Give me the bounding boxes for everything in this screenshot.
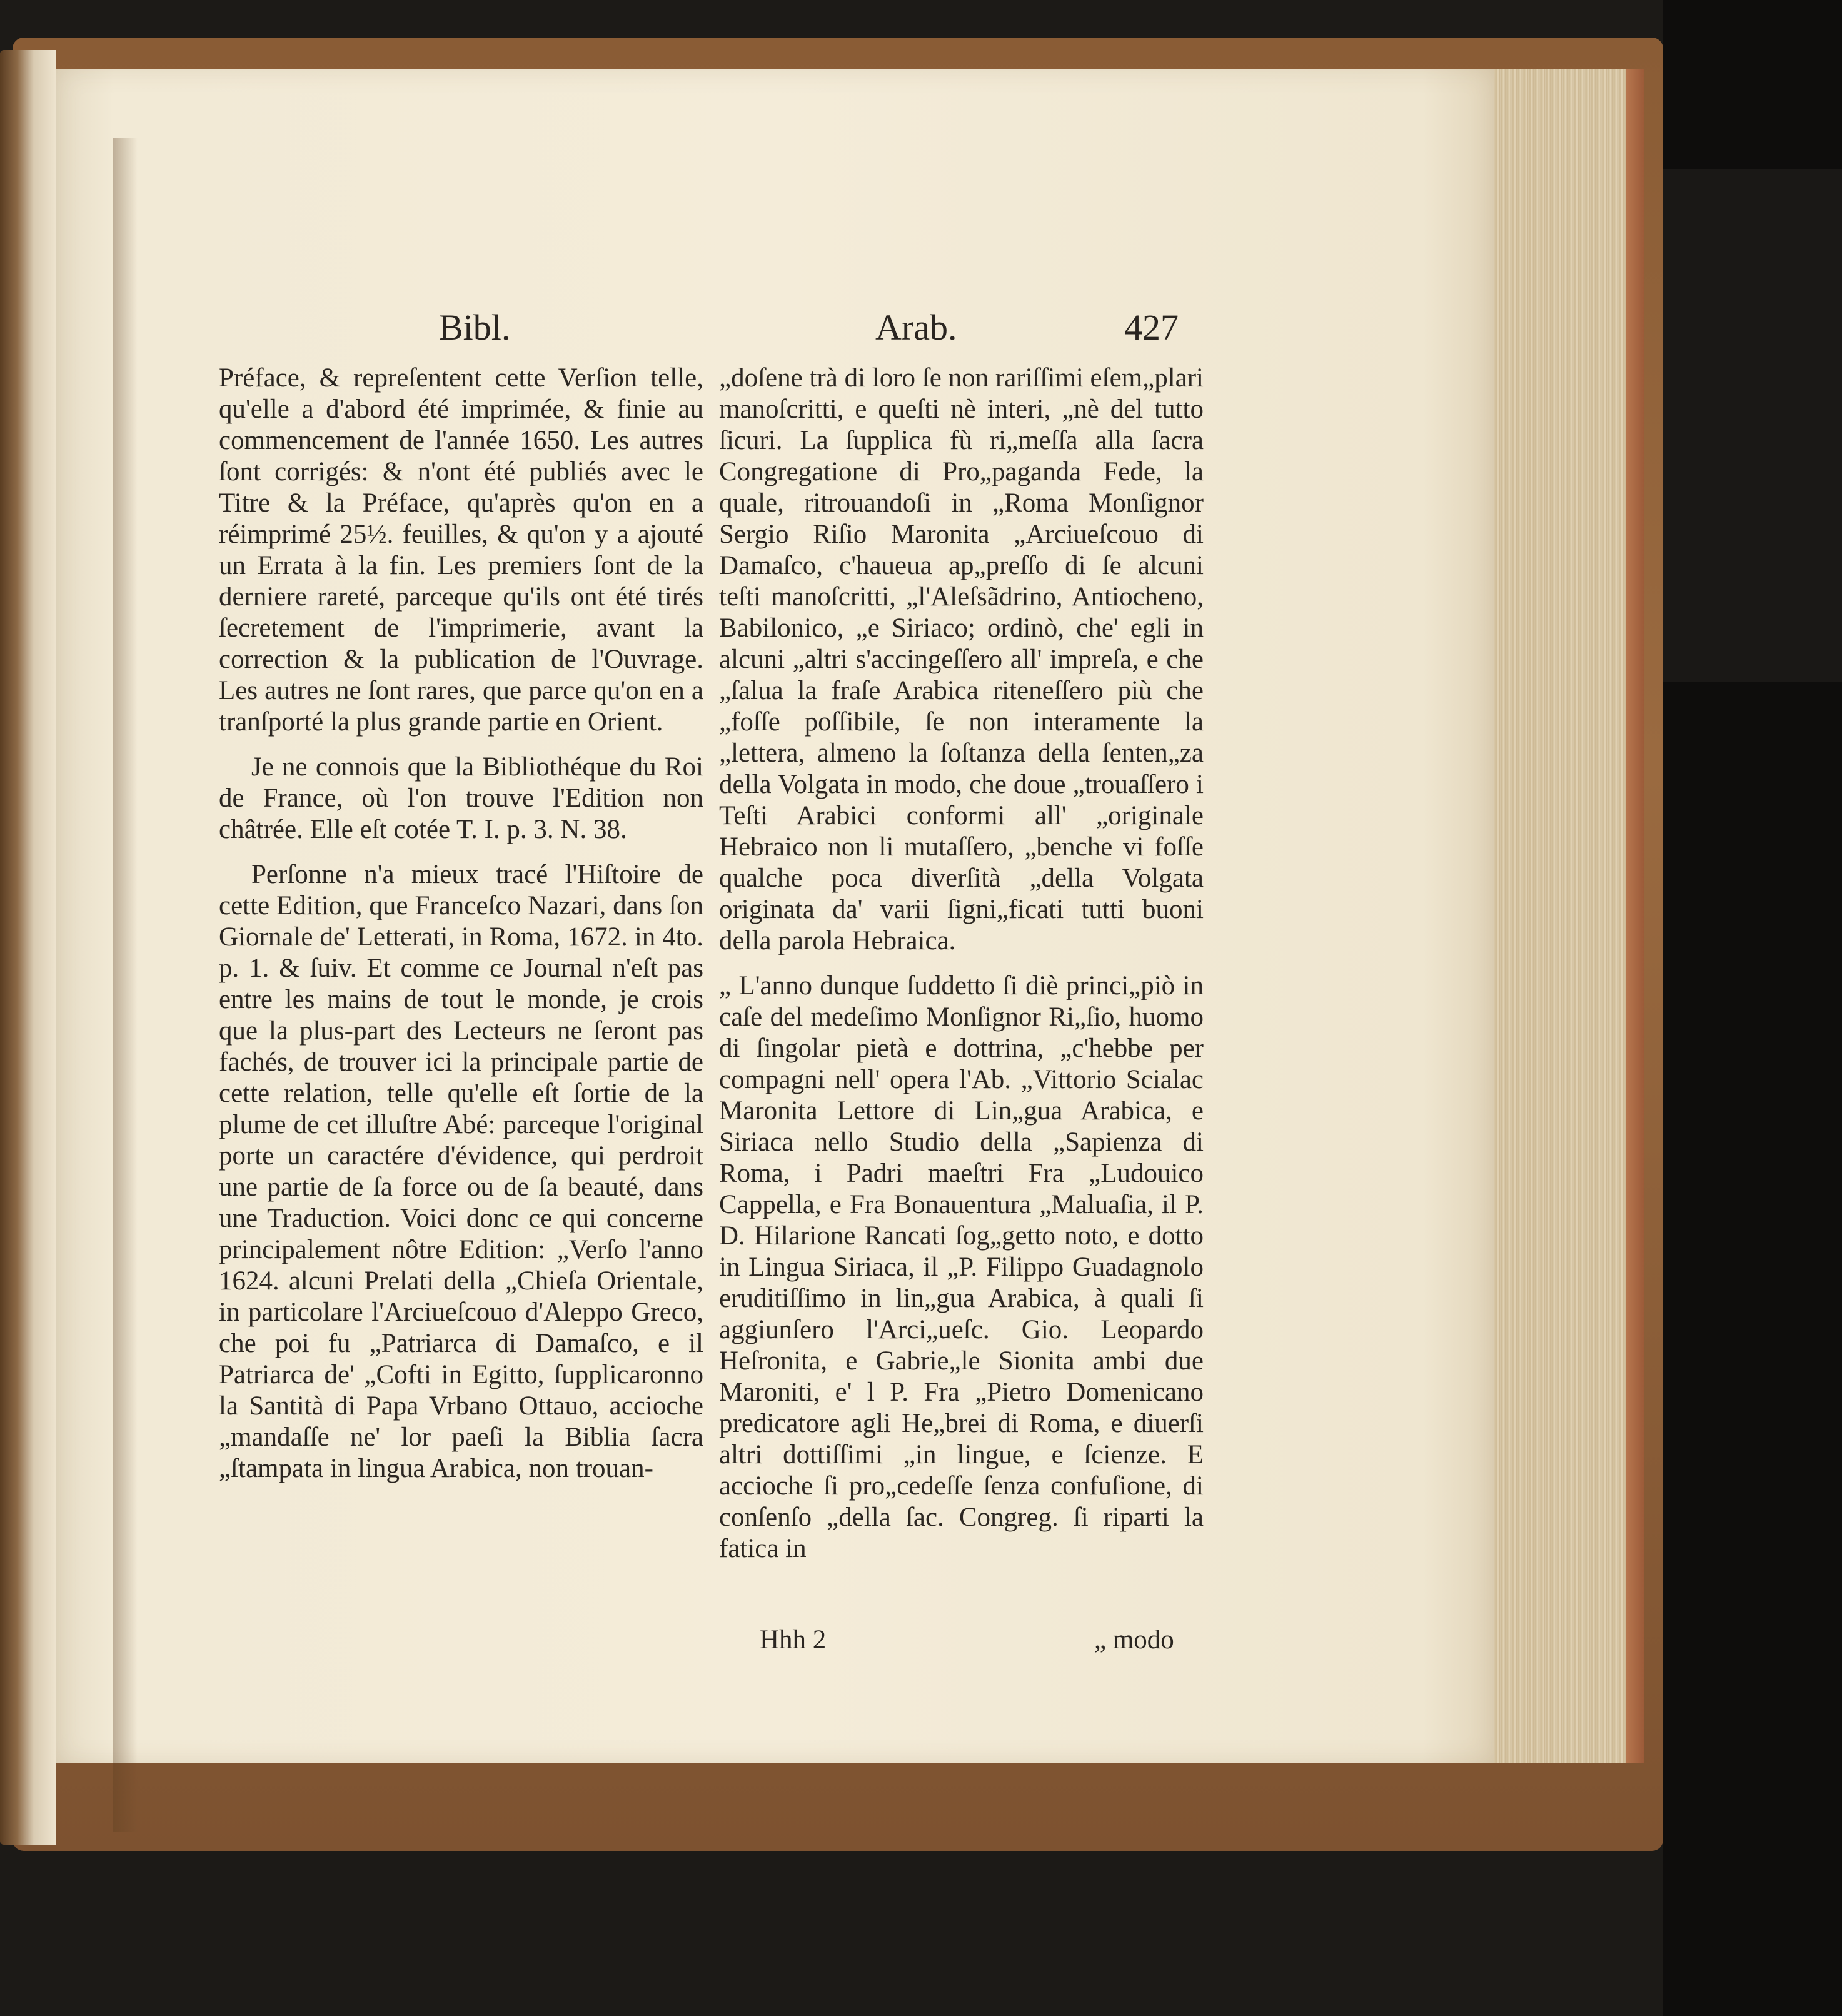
facing-page-edge (0, 50, 56, 1845)
paragraph: „ L'anno dunque ſuddetto ſi diè princi„piò in caſe del medeſimo Monſignor Ri„ſio, huomo di ſingolar pietà e dottrina, „c'hebbe per compagni nell' opera l'Ab. „Vittorio Scialac Maronita Lettore di Lin„gua Arabica, e Siriaca nello Studio della „Sapienza di Roma, i Padri maeſtri Fra „Ludouico Cappella, e Fra Bonauentura „Maluaſia, il P. D. Hilarione Rancati ſog„getto noto, e dotto in Lingua Siriaca, il „P. Filippo Guadagnolo eruditiſſimo in lin„gua Arabica, à quali ſi aggiunſero l'Arci„ueſc. Gio. Leopardo Heſronita, e Gabrie„le Sionita ambi due Maroniti, e' l P. Fra „Pietro Domenicano predicatore agli He„brei di Roma, e diuerſi altri dottiſſimi „in lingue, e ſcienze. E accioche ſi pro„cedeſſe ſenza confuſione, di conſenſo „della ſac. Congreg. ſi riparti la fatica in (719, 971, 1204, 1563)
running-head-left: Bibl. (439, 307, 511, 348)
backdrop-band (1663, 169, 1842, 682)
paragraph: Préface, & repreſentent cette Verſion telle, qu'elle a d'abord été imprimée, & finie au commencement de l'année 1650. Les autres ſont corrigés: & n'ont été publiés avec le Titre & la Préface, qu'après qu'on en a réimprimé 25½. feuilles, & qu'on y a ajouté un Errata à la fin. Les premiers ſont de la derniere rareté, parceque qu'ils ont été tirés ſecretement de l'imprimerie, avant la correction & la publication de l'Ouvrage. Les autres ne ſont rares, que parce qu'on en a tranſporté la plus grande partie en Orient. (219, 363, 703, 737)
running-head-center: Arab. (875, 307, 957, 348)
gutter-shadow (113, 138, 138, 1832)
paragraph: Perſonne n'a mieux tracé l'Hiſtoire de cette Edition, que Franceſco Nazari, dans ſon Giornale de' Letterati, in Roma, 1672. in 4to. p. 1. & ſuiv. Et comme ce Journal n'eſt pas entre les mains de tout le monde, je crois que la plus-part des Lecteurs ne ſeront pas fachés, de trouver ici la principale partie de cette relation, telle qu'elle eſt ſortie de la plume de cet illuſtre Abé: parceque l'original porte un caractére d'évidence, qui perdroit une partie de ſa force ou de ſa beauté, dans une Traduction. Voici donc ce qui concerne principalement nôtre Edition: „Verſo l'anno 1624. alcuni Prelati della „Chieſa Orientale, in particolare l'Arciueſcouo d'Aleppo Greco, che poi fu „Patriarca di Damaſco, e il Patriarca de' „Cofti in Egitto, ſupplicaronno la Santità di Papa Vrbano Ottauo, accioche „mandaſſe ne' lor paeſi la Biblia ſacra „ſtampata in lingua Arabica, non trouan- (219, 860, 703, 1483)
catchword: „ modo (1094, 1625, 1174, 1655)
backdrop (1663, 0, 1842, 2016)
signature-mark: Hhh 2 (760, 1625, 827, 1655)
paragraph: Je ne connois que la Bibliothéque du Roi de France, où l'on trouve l'Edition non châtrée. Elle eſt cotée T. I. p. 3. N. 38. (219, 752, 703, 844)
page-block-fore-edge (1494, 69, 1644, 1763)
book-page (56, 69, 1494, 1763)
right-text-column (719, 363, 1204, 1578)
red-sprinkled-edge (1626, 69, 1644, 1763)
paragraph: „doſene trà di loro ſe non rariſſimi eſem„plari manoſcritti, e queſti nè interi, „nè del tutto ſicuri. La ſupplica fù ri„meſſa alla ſacra Congregatione di Pro„paganda Fede, la quale, ritrouandoſi in „Roma Monſignor Sergio Riſio Maronita „Arciueſcouo di Damaſco, c'haueua ap„preſſo di ſe alcuni teſti manoſcritti, „l'Aleſsãdrino, Antiocheno, Babilonico, „e Siriaco; ordinò, che' egli in alcuni „altri s'accingeſſero all' impreſa, e che „ſalua la fraſe Arabica riteneſſero più che „foſſe poſſibile, ſe non interamente la „lettera, almeno la ſoſtanza della ſenten„za della Volgata in modo, che doue „trouaſſero i Teſti Arabici conformi all' „originale Hebraico non li mutaſſero, „benche vi foſſe qualche poca diverſità „della Volgata originata da' varii ſigni„ficati tutti buoni della parola Hebraica. (719, 363, 1204, 955)
left-text-column (219, 363, 703, 1498)
page-number: 427 (1124, 307, 1179, 348)
